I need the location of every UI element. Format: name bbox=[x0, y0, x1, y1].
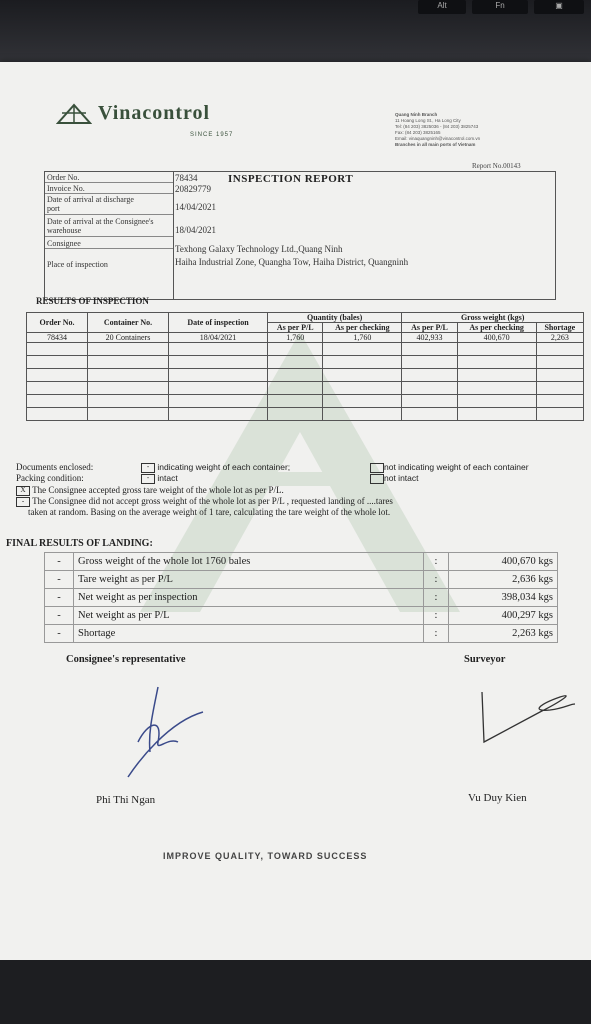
invoice-no-value: 20829779 bbox=[175, 184, 211, 194]
vinacontrol-logo-icon bbox=[56, 103, 92, 125]
table-row bbox=[27, 382, 584, 395]
final-value: 400,670 kgs bbox=[449, 553, 558, 571]
accepted-text: The Consignee accepted gross tare weight of the whole lot as per P/L. bbox=[32, 485, 284, 495]
order-no-label: Order No. bbox=[47, 173, 80, 182]
consignee-representative-title: Consignee's representative bbox=[66, 654, 186, 665]
results-section-title: RESULTS OF INSPECTION bbox=[36, 296, 149, 306]
table-row: - Tare weight as per P/L : 2,636 kgs bbox=[45, 571, 558, 589]
consignee-signature-icon bbox=[108, 682, 208, 782]
arrival-port-label: Date of arrival at discharge port bbox=[47, 195, 134, 213]
table-cell: 78434 bbox=[27, 333, 88, 343]
not-accepted-text-2: taken at random. Basing on the average weight of 1 tare, calculating the tare weight of the whole lot. bbox=[28, 507, 391, 517]
report-title: INSPECTION REPORT bbox=[228, 173, 354, 185]
table-row: - Net weight as per inspection : 398,034 kgs bbox=[45, 589, 558, 607]
company-logo bbox=[56, 102, 210, 125]
company-slogan: IMPROVE QUALITY, TOWARD SUCCESS bbox=[163, 851, 368, 861]
branch-line: Fax: (84 203) 3825165 bbox=[395, 130, 441, 135]
checkbox-indicating[interactable]: - bbox=[141, 463, 155, 473]
table-cell: 2,263 bbox=[536, 333, 583, 343]
checkbox-accepted[interactable]: X bbox=[16, 486, 30, 496]
surveyor-signature-icon bbox=[470, 682, 580, 752]
table-cell: 1,760 bbox=[323, 333, 402, 343]
branch-line: Email: vinaquangninh@vinacontrol.com.vn bbox=[395, 136, 481, 141]
surveyor-name: Vu Duy Kien bbox=[468, 792, 527, 804]
table-cell: 400,670 bbox=[457, 333, 536, 343]
table-row: - Net weight as per P/L : 400,297 kgs bbox=[45, 607, 558, 625]
consignee-name: Phi Thi Ngan bbox=[96, 794, 156, 806]
col-date: Date of inspection bbox=[169, 313, 268, 333]
report-info-box bbox=[44, 171, 556, 300]
final-value: 400,297 kgs bbox=[449, 607, 558, 625]
final-results-table bbox=[44, 552, 558, 643]
final-value: 2,263 kgs bbox=[449, 625, 558, 643]
branch-line: Quang Ninh Branch bbox=[395, 112, 438, 117]
final-label: Tare weight as per P/L bbox=[74, 571, 424, 589]
invoice-no-label: Invoice No. bbox=[47, 184, 85, 193]
packing-condition-label: Packing condition: bbox=[16, 473, 84, 483]
intact-label: intact bbox=[157, 473, 178, 483]
branch-info bbox=[395, 112, 555, 148]
final-value: 2,636 kgs bbox=[449, 571, 558, 589]
table-cell: 402,933 bbox=[402, 333, 457, 343]
not-intact-label: not intact bbox=[384, 473, 419, 483]
col-gw-as-per-checking: As per checking bbox=[457, 323, 536, 333]
table-row bbox=[27, 369, 584, 382]
col-order-no: Order No. bbox=[27, 313, 88, 333]
place-label: Place of inspection bbox=[47, 260, 108, 269]
table-cell: 20 Containers bbox=[88, 333, 169, 343]
checkbox-not-indicating[interactable] bbox=[370, 463, 384, 473]
branch-line: Branches in all main ports of Vietnam bbox=[395, 142, 476, 147]
indicating-label: indicating weight of each container; bbox=[157, 462, 291, 472]
inspection-report-paper bbox=[0, 62, 591, 962]
table-row bbox=[27, 333, 584, 343]
table-cell: 18/04/2021 bbox=[169, 333, 268, 343]
table-row: - Gross weight of the whole lot 1760 bales : 400,670 kgs bbox=[45, 553, 558, 571]
arrival-warehouse-label: Date of arrival at the Consignee's warehouse bbox=[47, 217, 154, 235]
surveyor-title: Surveyor bbox=[464, 654, 506, 665]
documents-section bbox=[16, 462, 576, 518]
desk-background bbox=[0, 960, 591, 1024]
arrival-port-value: 14/04/2021 bbox=[175, 202, 217, 212]
final-label: Net weight as per inspection bbox=[74, 589, 424, 607]
place-value: Haiha Industrial Zone, Quangha Tow, Haiha District, Quangninh bbox=[175, 257, 409, 267]
table-row bbox=[27, 408, 584, 421]
final-label: Net weight as per P/L bbox=[74, 607, 424, 625]
checkbox-not-intact[interactable] bbox=[370, 474, 384, 484]
final-label: Gross weight of the whole lot 1760 bales bbox=[74, 553, 424, 571]
checkbox-intact[interactable]: - bbox=[141, 474, 155, 484]
consignee-label: Consignee bbox=[47, 239, 81, 248]
results-table bbox=[26, 312, 584, 421]
col-quantity: Quantity (bales) bbox=[268, 313, 402, 323]
table-row: - Shortage : 2,263 kgs bbox=[45, 625, 558, 643]
documents-enclosed-label: Documents enclosed: bbox=[16, 462, 94, 472]
table-cell: 1,760 bbox=[268, 333, 323, 343]
table-row bbox=[27, 395, 584, 408]
arrival-warehouse-value: 18/04/2021 bbox=[175, 225, 217, 235]
not-indicating-label: not indicating weight of each container bbox=[384, 462, 529, 472]
col-gross-weight: Gross weight (kgs) bbox=[402, 313, 584, 323]
final-label: Shortage bbox=[74, 625, 424, 643]
col-gw-as-per-pl: As per P/L bbox=[402, 323, 457, 333]
checkbox-not-accepted[interactable]: - bbox=[16, 497, 30, 507]
col-qty-as-per-checking: As per checking bbox=[323, 323, 402, 333]
consignee-value: Texhong Galaxy Technology Ltd.,Quang Ninh bbox=[175, 244, 343, 254]
branch-line: Tel: (84 203) 3825036 - (84 203) 3825743 bbox=[395, 124, 479, 129]
final-value: 398,034 kgs bbox=[449, 589, 558, 607]
col-qty-as-per-pl: As per P/L bbox=[268, 323, 323, 333]
order-no-value: 78434 bbox=[175, 173, 198, 183]
col-container-no: Container No. bbox=[88, 313, 169, 333]
key-fn: Fn bbox=[472, 0, 528, 14]
laptop-keyboard bbox=[0, 0, 591, 70]
table-row bbox=[27, 356, 584, 369]
not-accepted-text: The Consignee did not accept gross weight of the whole lot as per P/L , requested landing of ....tares bbox=[32, 496, 393, 506]
branch-line: 11 Hoang Long St., Ha Long City bbox=[395, 118, 461, 123]
table-row bbox=[27, 343, 584, 356]
key-windows: ▣ bbox=[534, 0, 584, 14]
report-number: Report No.00143 bbox=[472, 162, 521, 170]
company-name: Vinacontrol bbox=[98, 102, 211, 124]
key-alt: Alt bbox=[418, 0, 466, 14]
company-since: SINCE 1957 bbox=[190, 132, 234, 138]
col-shortage: Shortage bbox=[536, 323, 583, 333]
final-results-title: FINAL RESULTS OF LANDING: bbox=[6, 538, 153, 549]
